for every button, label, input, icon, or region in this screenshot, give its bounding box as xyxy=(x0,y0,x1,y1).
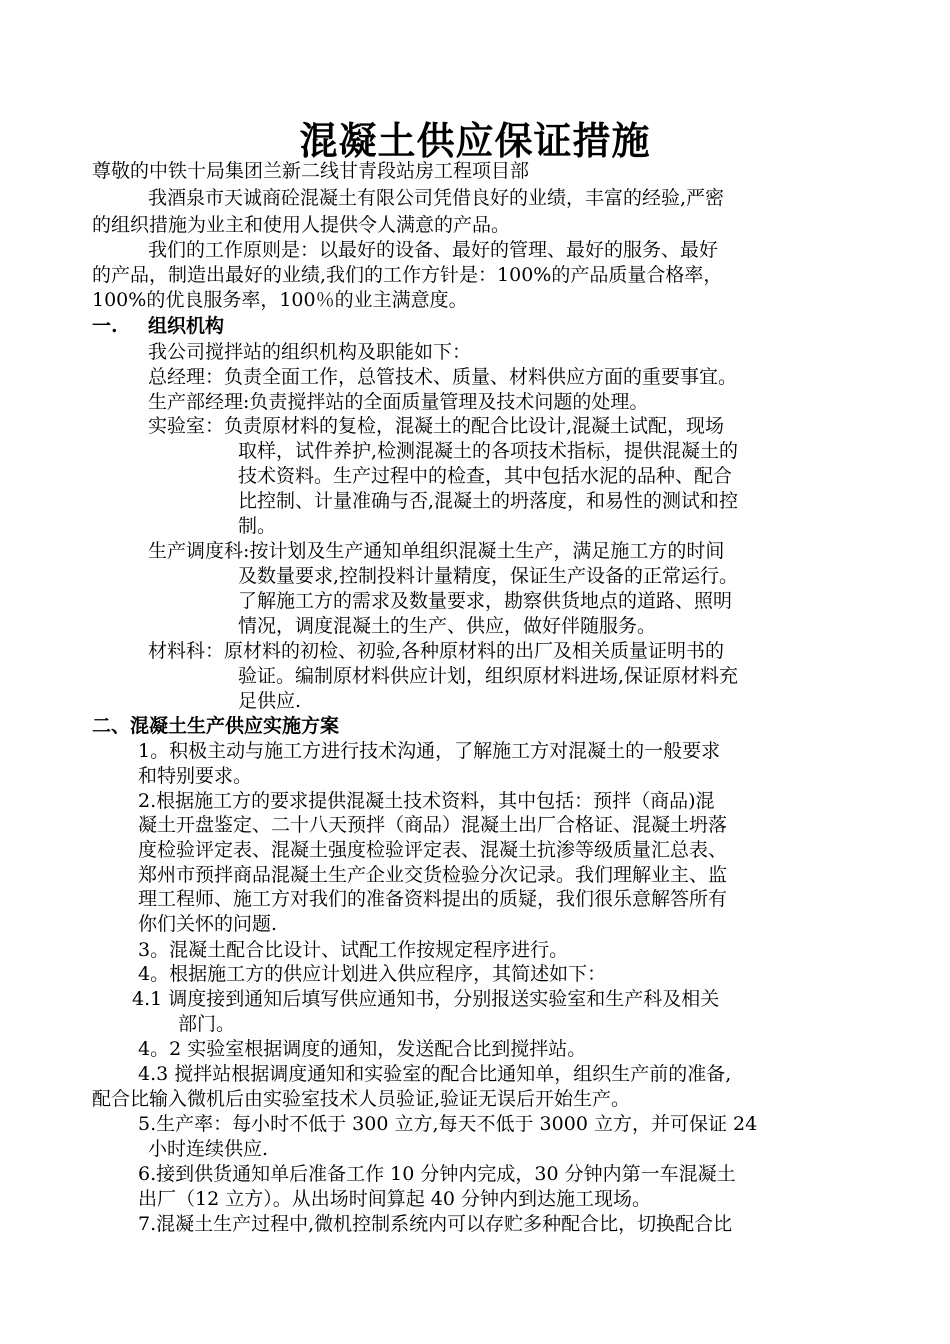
paragraph-line: 2.根据施工方的要求提供混凝土技术资料，其中包括：预拌（商品)混 xyxy=(138,790,715,812)
paragraph-line: 验证。编制原材料供应计划，组织原材料进场,保证原材料充 xyxy=(238,665,739,687)
paragraph-line: 总经理：负责全面工作，总管技术、质量、材料供应方面的重要事宜。 xyxy=(148,366,738,388)
paragraph-line: 的产品，制造出最好的业绩,我们的工作方针是：100%的产品质量合格率， xyxy=(92,264,723,286)
paragraph-line: 材料科：原材料的初检、初验,各种原材料的出厂及相关质量证明书的 xyxy=(148,640,725,662)
paragraph-line: 足供应. xyxy=(238,690,302,712)
paragraph-line: 4.1 调度接到通知后填写供应通知书，分别报送实验室和生产科及相关 xyxy=(132,988,720,1010)
paragraph-line: 小时连续供应. xyxy=(148,1138,269,1160)
paragraph-line: 生产调度科:按计划及生产通知单组织混凝土生产，满足施工方的时间 xyxy=(148,540,725,562)
paragraph-line: 的组织措施为业主和使用人提供令人满意的产品。 xyxy=(92,214,511,236)
paragraph-line: 5.生产率：每小时不低于 300 立方,每天不低于 3000 立方，并可保证 24 xyxy=(138,1113,758,1135)
paragraph-line: 情况，调度混凝土的生产、供应，做好伴随服务。 xyxy=(238,615,657,637)
paragraph-line: 比控制、计量准确与否,混凝土的坍落度，和易性的测试和控 xyxy=(238,490,739,512)
paragraph-line: 7.混凝土生产过程中,微机控制系统内可以存贮多种配合比，切换配合比 xyxy=(138,1213,733,1235)
section-heading: 组织机构 xyxy=(148,315,225,337)
paragraph-line: 生产部经理:负责搅拌站的全面质量管理及技术问题的处理。 xyxy=(148,391,649,413)
paragraph-line: 配合比输入微机后由实验室技术人员验证,验证无误后开始生产。 xyxy=(92,1088,631,1110)
paragraph-line: 部门。 xyxy=(178,1013,236,1035)
paragraph-line: 我们的工作原则是：以最好的设备、最好的管理、最好的服务、最好 xyxy=(148,239,719,261)
paragraph-line: 4。2 实验室根据调度的通知，发送配合比到搅拌站。 xyxy=(138,1038,587,1060)
paragraph-line: 6.接到供货通知单后准备工作 10 分钟内完成，30 分钟内第一车混凝土 xyxy=(138,1163,736,1185)
section-heading: 二、混凝土生产供应实施方案 xyxy=(92,715,340,737)
paragraph-line: 技术资料。生产过程中的检查，其中包括水泥的品种、配合 xyxy=(238,465,733,487)
paragraph-line: 你们关怀的问题. xyxy=(138,913,278,935)
addressee-line: 尊敬的中铁十局集团兰新二线甘青段站房工程项目部 xyxy=(92,160,530,182)
paragraph-line: 和特别要求。 xyxy=(138,765,253,787)
paragraph-line: 制。 xyxy=(238,515,277,537)
paragraph-line: 100%的优良服务率，100％的业主满意度。 xyxy=(92,289,468,311)
paragraph-line: 度检验评定表、混凝土强度检验评定表、混凝土抗渗等级质量汇总表、 xyxy=(138,839,728,861)
paragraph-line: 4。根据施工方的供应计划进入供应程序，其简述如下： xyxy=(138,963,607,985)
paragraph-line: 取样，试件养护,检测混凝土的各项技术指标，提供混凝土的 xyxy=(238,440,739,462)
paragraph-line: 凝土开盘鉴定、二十八天预拌（商品）混凝土出厂合格证、混凝土坍落 xyxy=(138,814,728,836)
paragraph-line: 出厂（12 立方）。从出场时间算起 40 分钟内到达施工现场。 xyxy=(138,1188,651,1210)
paragraph-line: 了解施工方的需求及数量要求，勘察供货地点的道路、照明 xyxy=(238,590,733,612)
paragraph-line: 1。积极主动与施工方进行技术沟通，了解施工方对混凝土的一般要求 xyxy=(138,740,721,762)
paragraph-line: 我酒泉市天诚商砼混凝土有限公司凭借良好的业绩，丰富的经验,严密 xyxy=(148,187,725,209)
paragraph-line: 3。混凝土配合比设计、试配工作按规定程序进行。 xyxy=(138,939,569,961)
paragraph-line: 我公司搅拌站的组织机构及职能如下： xyxy=(148,341,472,363)
paragraph-line: 郑州市预拌商品混凝土生产企业交货检验分次记录。我们理解业主、监 xyxy=(138,864,728,886)
paragraph-line: 4.3 搅拌站根据调度通知和实验室的配合比通知单，组织生产前的准备, xyxy=(138,1063,732,1085)
document-title: 混凝土供应保证措施 xyxy=(299,118,651,163)
paragraph-line: 理工程师、施工方对我们的准备资料提出的质疑，我们很乐意解答所有 xyxy=(138,888,728,910)
paragraph-line: 实验室：负责原材料的复检，混凝土的配合比设计,混凝土试配，现场 xyxy=(148,415,725,437)
section-number: 一. xyxy=(92,315,118,337)
paragraph-line: 及数量要求,控制投料计量精度，保证生产设备的正常运行。 xyxy=(238,565,739,587)
